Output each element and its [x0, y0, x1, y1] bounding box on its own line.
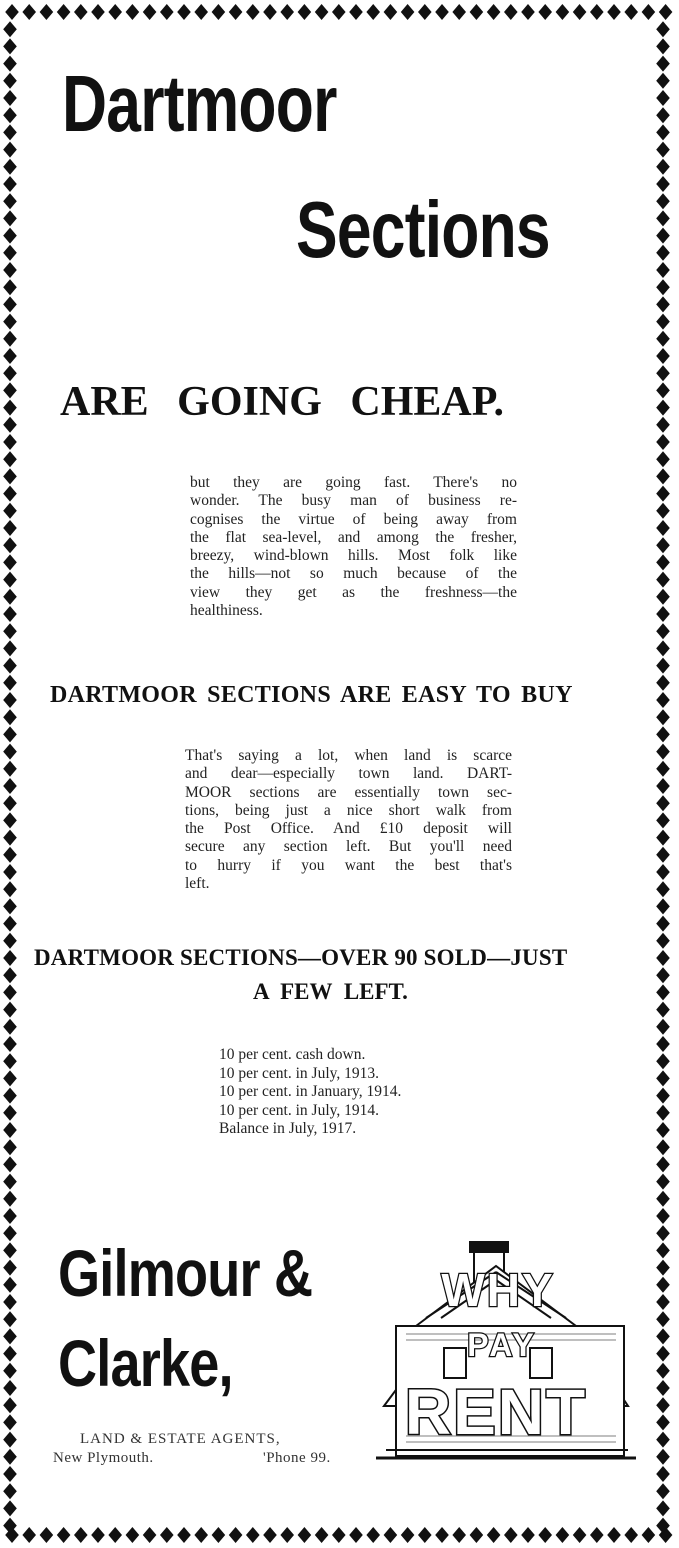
border-diamond	[573, 4, 587, 20]
border-diamond	[108, 1527, 122, 1543]
border-diamond	[3, 1363, 17, 1379]
border-diamond	[656, 451, 670, 467]
border-diamond	[656, 1105, 670, 1121]
payment-term: 10 per cent. in July, 1914.	[219, 1101, 379, 1119]
border-diamond	[656, 1019, 670, 1035]
border-diamond	[194, 4, 208, 20]
border-diamond	[3, 1053, 17, 1069]
border-diamond	[3, 1311, 17, 1327]
border-diamond	[3, 193, 17, 209]
border-diamond	[656, 1311, 670, 1327]
border-diamond	[126, 4, 140, 20]
border-diamond	[3, 73, 17, 89]
paragraph-line: the flat sea-level, and among the fresher,	[190, 528, 517, 546]
border-diamond	[3, 1277, 17, 1293]
border-diamond	[656, 38, 670, 54]
paragraph-going-fast	[190, 474, 517, 620]
border-diamond	[3, 1500, 17, 1516]
border-diamond	[3, 245, 17, 261]
border-diamond	[108, 4, 122, 20]
border-diamond	[3, 1414, 17, 1430]
border-diamond	[452, 4, 466, 20]
border-diamond	[401, 1527, 415, 1543]
border-diamond	[3, 107, 17, 123]
border-diamond	[3, 1380, 17, 1396]
border-diamond	[3, 658, 17, 674]
border-diamond	[656, 1208, 670, 1224]
border-diamond	[91, 4, 105, 20]
border-diamond	[3, 124, 17, 140]
border-diamond	[3, 468, 17, 484]
border-diamond	[3, 933, 17, 949]
border-diamond	[624, 1527, 638, 1543]
border-diamond	[160, 1527, 174, 1543]
border-diamond	[3, 1019, 17, 1035]
border-diamond	[656, 1277, 670, 1293]
firm-name-gilmour: Gilmour &	[58, 1236, 313, 1310]
border-diamond	[366, 1527, 380, 1543]
border-diamond	[656, 124, 670, 140]
border-diamond	[3, 881, 17, 897]
border-diamond	[656, 1500, 670, 1516]
paragraph-line: to hurry if you want the best that's	[185, 856, 512, 874]
border-diamond	[3, 90, 17, 106]
border-diamond	[538, 1527, 552, 1543]
border-diamond	[656, 107, 670, 123]
border-diamond	[656, 761, 670, 777]
border-diamond	[656, 812, 670, 828]
firm-name-clarke: Clarke,	[58, 1326, 233, 1400]
paragraph-line: tions, being just a nice short walk from	[185, 801, 512, 819]
border-diamond	[74, 1527, 88, 1543]
paragraph-line: MOOR sections are essentially town sec-	[185, 783, 512, 801]
border-diamond	[229, 4, 243, 20]
border-diamond	[401, 4, 415, 20]
border-diamond	[3, 56, 17, 72]
border-diamond	[384, 4, 398, 20]
border-diamond	[656, 90, 670, 106]
border-diamond	[656, 1449, 670, 1465]
border-diamond	[656, 1070, 670, 1086]
paragraph-line: breezy, wind-blown hills. Most folk like	[190, 547, 517, 565]
border-diamond	[3, 348, 17, 364]
border-diamond	[246, 4, 260, 20]
border-diamond	[3, 1466, 17, 1482]
heading-few-left: A FEW LEFT.	[253, 979, 408, 1004]
border-diamond	[3, 314, 17, 330]
border-diamond	[656, 726, 670, 742]
border-diamond	[656, 400, 670, 416]
border-diamond	[656, 417, 670, 433]
paragraph-line: secure any section left. But you'll need	[185, 838, 512, 856]
border-diamond	[656, 898, 670, 914]
border-diamond	[57, 1527, 71, 1543]
paragraph-line: and dear—especially town land. DART-	[185, 765, 512, 783]
border-diamond	[656, 709, 670, 725]
border-diamond	[656, 1191, 670, 1207]
border-diamond	[212, 1527, 226, 1543]
border-diamond	[656, 382, 670, 398]
border-diamond	[3, 1397, 17, 1413]
border-diamond	[3, 744, 17, 760]
border-diamond	[194, 1527, 208, 1543]
border-diamond	[384, 1527, 398, 1543]
border-diamond	[3, 1088, 17, 1104]
border-diamond	[624, 4, 638, 20]
border-diamond	[656, 434, 670, 450]
border-diamond	[3, 623, 17, 639]
house-illustration	[366, 1236, 644, 1472]
border-diamond	[212, 4, 226, 20]
border-diamond	[143, 1527, 157, 1543]
border-diamond	[3, 1449, 17, 1465]
border-diamond	[3, 365, 17, 381]
border-diamond	[656, 486, 670, 502]
border-diamond	[607, 4, 621, 20]
border-diamond	[3, 812, 17, 828]
subhead-text: ARE GOING CHEAP.	[60, 379, 505, 425]
border-diamond	[452, 1527, 466, 1543]
paragraph-line: the hills—not so much because of the	[190, 565, 517, 583]
border-diamond	[3, 830, 17, 846]
border-diamond	[435, 4, 449, 20]
border-diamond	[656, 1174, 670, 1190]
border-diamond	[656, 56, 670, 72]
border-diamond	[656, 1225, 670, 1241]
border-diamond	[3, 331, 17, 347]
border-diamond	[556, 1527, 570, 1543]
border-diamond	[521, 1527, 535, 1543]
border-diamond	[504, 1527, 518, 1543]
border-diamond	[3, 864, 17, 880]
border-diamond	[656, 623, 670, 639]
border-diamond	[3, 1432, 17, 1448]
border-diamond	[3, 279, 17, 295]
border-diamond	[656, 864, 670, 880]
border-diamond	[3, 1191, 17, 1207]
headline-dartmoor: Dartmoor	[62, 59, 337, 148]
border-diamond	[177, 1527, 191, 1543]
border-diamond	[3, 1156, 17, 1172]
border-diamond	[656, 1002, 670, 1018]
border-diamond	[656, 1294, 670, 1310]
border-diamond	[656, 692, 670, 708]
border-diamond	[3, 572, 17, 588]
payment-terms-list	[219, 1046, 401, 1139]
border-diamond	[538, 4, 552, 20]
border-diamond	[435, 1527, 449, 1543]
border-diamond	[656, 210, 670, 226]
border-diamond	[126, 1527, 140, 1543]
border-diamond	[656, 537, 670, 553]
border-diamond	[656, 1053, 670, 1069]
payment-term: 10 per cent. cash down.	[219, 1046, 366, 1063]
border-diamond	[656, 572, 670, 588]
sign-word-rent: RENT	[404, 1376, 588, 1448]
border-diamond	[57, 4, 71, 20]
border-diamond	[91, 1527, 105, 1543]
border-diamond	[3, 382, 17, 398]
border-diamond	[556, 4, 570, 20]
border-diamond	[656, 1432, 670, 1448]
border-diamond	[504, 4, 518, 20]
paragraph-line: the Post Office. And £10 deposit will	[185, 820, 512, 838]
border-diamond	[263, 1527, 277, 1543]
border-diamond	[3, 984, 17, 1000]
border-diamond	[3, 503, 17, 519]
border-diamond	[656, 193, 670, 209]
border-diamond	[74, 4, 88, 20]
border-diamond	[656, 658, 670, 674]
border-diamond	[3, 296, 17, 312]
border-diamond	[143, 4, 157, 20]
border-diamond	[656, 589, 670, 605]
border-diamond	[263, 4, 277, 20]
border-diamond	[656, 1483, 670, 1499]
border-diamond	[656, 984, 670, 1000]
border-diamond	[3, 898, 17, 914]
border-diamond	[40, 1527, 54, 1543]
border-diamond	[656, 314, 670, 330]
border-diamond	[656, 503, 670, 519]
border-diamond	[3, 537, 17, 553]
border-diamond	[656, 1466, 670, 1482]
heading-over-90-sold: DARTMOOR SECTIONS—OVER 90 SOLD—JUST	[34, 945, 568, 970]
border-diamond	[656, 348, 670, 364]
border-diamond	[3, 795, 17, 811]
border-diamond	[3, 1139, 17, 1155]
paragraph-line: cognises the virtue of being away from	[190, 510, 517, 528]
border-diamond	[656, 1242, 670, 1258]
border-diamond	[3, 692, 17, 708]
border-diamond	[315, 4, 329, 20]
border-diamond	[642, 1527, 656, 1543]
border-diamond	[656, 73, 670, 89]
paragraph-line: healthiness.	[190, 602, 263, 620]
border-diamond	[470, 1527, 484, 1543]
border-diamond	[3, 606, 17, 622]
agents-phone: 'Phone 99.	[263, 1450, 331, 1466]
border-diamond	[656, 279, 670, 295]
border-diamond	[3, 916, 17, 932]
border-diamond	[3, 1483, 17, 1499]
border-diamond	[3, 967, 17, 983]
border-diamond	[656, 176, 670, 192]
border-diamond	[280, 1527, 294, 1543]
border-diamond	[3, 640, 17, 656]
border-diamond	[3, 1105, 17, 1121]
border-diamond	[487, 4, 501, 20]
border-diamond	[656, 1363, 670, 1379]
payment-term: 10 per cent. in July, 1913.	[219, 1064, 379, 1082]
border-diamond	[656, 262, 670, 278]
border-diamond	[5, 4, 19, 20]
border-diamond	[3, 262, 17, 278]
border-diamond	[656, 916, 670, 932]
border-diamond	[642, 4, 656, 20]
border-diamond	[656, 606, 670, 622]
agents-town: New Plymouth.	[53, 1450, 154, 1466]
border-diamond	[3, 228, 17, 244]
border-diamond	[3, 1328, 17, 1344]
paragraph-line: That's saying a lot, when land is scarce	[185, 747, 512, 764]
border-diamond	[315, 1527, 329, 1543]
border-diamond	[656, 1088, 670, 1104]
border-diamond	[470, 4, 484, 20]
border-diamond	[366, 4, 380, 20]
border-diamond	[656, 830, 670, 846]
payment-term: 10 per cent. in January, 1914.	[219, 1083, 402, 1100]
border-diamond	[656, 1328, 670, 1344]
border-diamond	[349, 4, 363, 20]
border-diamond	[3, 38, 17, 54]
border-diamond	[3, 486, 17, 502]
border-diamond	[3, 847, 17, 863]
border-diamond	[3, 589, 17, 605]
border-diamond	[656, 933, 670, 949]
paragraph-easy-to-buy	[185, 747, 512, 893]
border-diamond	[3, 176, 17, 192]
border-diamond	[3, 417, 17, 433]
paragraph-line: left.	[185, 875, 210, 893]
paragraph-line: but they are going fast. There's no	[190, 474, 517, 491]
border-diamond	[656, 520, 670, 536]
border-diamond	[298, 1527, 312, 1543]
border-diamond	[177, 4, 191, 20]
agents-title: LAND & ESTATE AGENTS,	[80, 1431, 281, 1447]
border-diamond	[656, 365, 670, 381]
border-diamond	[3, 400, 17, 416]
subhead-going-cheap	[60, 378, 622, 426]
border-diamond	[656, 675, 670, 691]
border-diamond	[656, 1036, 670, 1052]
border-diamond	[590, 1527, 604, 1543]
border-diamond	[3, 1208, 17, 1224]
border-diamond	[656, 142, 670, 158]
sign-word-why: WHY	[441, 1264, 555, 1316]
border-diamond	[656, 1139, 670, 1155]
border-diamond	[656, 1346, 670, 1362]
border-diamond	[3, 1070, 17, 1086]
border-diamond	[332, 4, 346, 20]
border-diamond	[3, 159, 17, 175]
border-diamond	[3, 142, 17, 158]
paragraph-line: wonder. The busy man of business re-	[190, 492, 517, 510]
border-diamond	[607, 1527, 621, 1543]
border-diamond	[3, 451, 17, 467]
border-diamond	[22, 4, 36, 20]
border-diamond	[349, 1527, 363, 1543]
border-diamond	[3, 709, 17, 725]
border-diamond	[656, 778, 670, 794]
border-diamond	[656, 1397, 670, 1413]
border-diamond	[418, 1527, 432, 1543]
border-diamond	[3, 726, 17, 742]
border-diamond	[3, 950, 17, 966]
border-diamond	[656, 296, 670, 312]
border-diamond	[3, 520, 17, 536]
heading-easy-to-buy: DARTMOOR SECTIONS ARE EASY TO BUY	[50, 682, 573, 708]
border-diamond	[280, 4, 294, 20]
border-diamond	[3, 778, 17, 794]
border-diamond	[656, 967, 670, 983]
border-diamond	[3, 1294, 17, 1310]
border-diamond	[487, 1527, 501, 1543]
border-diamond	[40, 4, 54, 20]
border-diamond	[229, 1527, 243, 1543]
border-diamond	[22, 1527, 36, 1543]
border-diamond	[656, 744, 670, 760]
border-diamond	[3, 210, 17, 226]
border-diamond	[3, 761, 17, 777]
border-diamond	[3, 1002, 17, 1018]
border-diamond	[656, 554, 670, 570]
border-diamond	[656, 159, 670, 175]
border-diamond	[521, 4, 535, 20]
border-diamond	[3, 1260, 17, 1276]
border-diamond	[3, 1036, 17, 1052]
border-diamond	[3, 675, 17, 691]
border-diamond	[573, 1527, 587, 1543]
sign-word-pay: PAY	[467, 1327, 537, 1363]
border-diamond	[656, 640, 670, 656]
border-diamond	[3, 1242, 17, 1258]
border-diamond	[3, 1174, 17, 1190]
border-diamond	[418, 4, 432, 20]
border-diamond	[656, 1156, 670, 1172]
border-diamond	[3, 554, 17, 570]
border-diamond	[656, 1260, 670, 1276]
border-diamond	[246, 1527, 260, 1543]
border-diamond	[160, 4, 174, 20]
border-diamond	[590, 4, 604, 20]
border-diamond	[656, 950, 670, 966]
border-diamond	[656, 331, 670, 347]
border-diamond	[298, 4, 312, 20]
border-diamond	[656, 795, 670, 811]
border-diamond	[656, 1122, 670, 1138]
payment-term: Balance in July, 1917.	[219, 1120, 357, 1137]
border-diamond	[656, 245, 670, 261]
border-diamond	[656, 881, 670, 897]
border-diamond	[656, 21, 670, 37]
border-diamond	[656, 847, 670, 863]
paragraph-line: view they get as the freshness—the	[190, 583, 517, 601]
border-diamond	[3, 1346, 17, 1362]
border-diamond	[332, 1527, 346, 1543]
border-diamond	[656, 1414, 670, 1430]
border-diamond	[656, 1380, 670, 1396]
border-diamond	[659, 4, 673, 20]
border-diamond	[3, 434, 17, 450]
border-diamond	[656, 228, 670, 244]
border-diamond	[3, 1225, 17, 1241]
headline-sections: Sections	[296, 185, 550, 274]
border-diamond	[3, 21, 17, 37]
border-diamond	[656, 468, 670, 484]
border-diamond	[3, 1122, 17, 1138]
